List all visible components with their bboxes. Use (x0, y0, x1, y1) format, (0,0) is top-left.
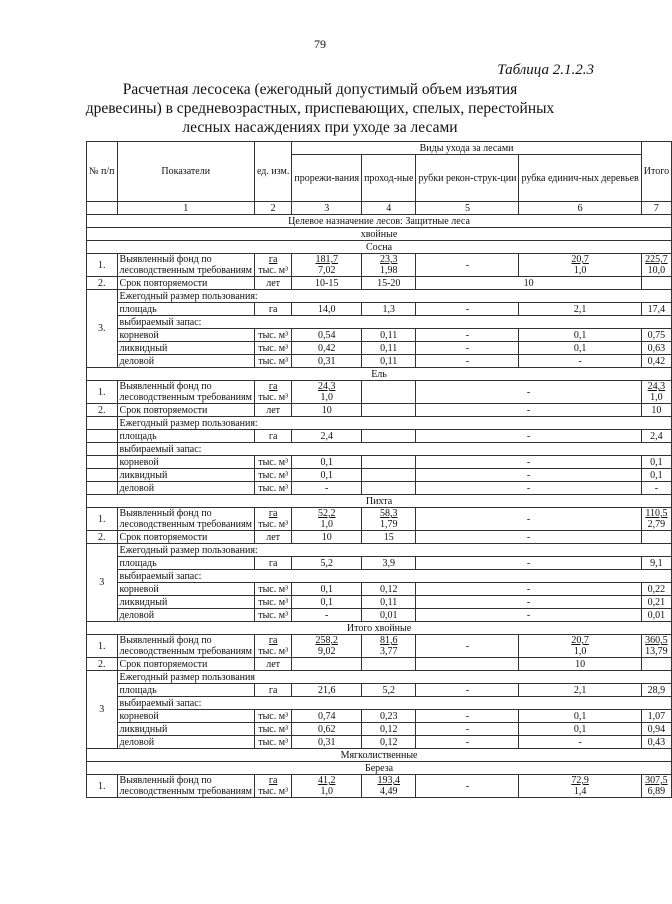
table-row: 3 Ежегодный размер пользования: (87, 544, 672, 557)
col-num: 4 (362, 202, 416, 215)
table-row: деловой тыс. м³ 0,31 0,11 - - 0,42 (87, 355, 672, 368)
table-row: 2. Срок повторяемости лет 10 - 10 (87, 404, 672, 417)
table-row: 1. Выявленный фонд по лесоводственным требованиям га тыс. м³ 258,2 9,02 81,6 3,77 - 20,7 1,0 360,5 13,79 (87, 635, 672, 658)
header-col-thinning: прорежи-вания (292, 155, 362, 202)
table-row: 1. Выявленный фонд по лесоводственным требованиям га тыс. м³ 181,7 7,02 23,3 1,98 - 20,7 1,0 225,7 10,0 (87, 254, 672, 277)
group-soft: Мягколиственные (87, 749, 672, 762)
purpose-row: Целевое назначение лесов: Защитные леса (87, 215, 672, 228)
logging-table: № п/п Показатели ед. изм. Виды ухода за лесами Итого прорежи-вания проход-ные рубки рекон-струк-ции рубка единич-ных деревьев 1 2 3 4 5 6 7 Целевое назначение лесов: Защитные леса хвойные Сосна 1. Выявленный фонд по лесоводственным требованиям га тыс. м³ 181,7 7,02 23,3 1,98 - 20,7 1,0 225,7 10,0 2. Срок повторяемости лет 10-15 15-20 10 3. Ежегодный размер пользования: площадь га 14,0 1,3 - 2,1 17,4 выбираемый запас: корневой тыс. м³ 0,54 0,11 - 0,1 0,75 ликвидный тыс. м³ 0,42 0,11 - 0,1 0,63 деловой тыс. м³ 0,31 0,11 - - 0,42 Ель 1. Выявленный фонд по лесоводственным требованиям га тыс. м³ 24,3 1,0 - 24,3 1,0 2. Срок повторяемости лет 10 - 10 Ежегодный размер пользования: площадь га 2,4 - 2,4 выбираемый запас: корневой тыс. м³ 0,1 - 0,1 ликвидный тыс. м³ 0,1 - 0,1 деловой тыс. м³ - - - Пихта 1. Выявленный фонд по лесоводственным требованиям га тыс. м³ 52,2 1,0 58,3 1,79 - 110,5 2,79 2. Срок повторяемости лет 10 15 - 3 Ежегодный размер пользования: площадь га 5,2 3,9 - 9,1 выбираемый запас: корневой тыс. м³ 0,1 0,12 - 0,22 ликвидный тыс. м³ 0,1 0,11 - 0,21 деловой тыс. м³ - 0,01 - 0,01 Итого хвойные 1. Выявленный фонд по лесоводственным требованиям га тыс. м³ 258,2 9,02 81,6 3,77 - 20,7 1,0 360,5 13,79 2. Срок повторяемости лет 10 3 Ежегодный размер пользования площадь га 21,6 5,2 - 2,1 28,9 выбираемый запас: корневой тыс. м³ 0,74 0,23 - 0,1 1,07 ликвидный тыс. м³ 0,62 0,12 - 0,1 0,94 деловой тыс. м³ 0,31 0,12 - - 0,43 Мягколиственные Береза 1. Выявленный фонд по лесоводственным требованиям га тыс. м³ 41,2 1,0 193,4 4,49 - 72,9 1,4 307,5 6,89 (86, 141, 672, 798)
section-title: Пихта (87, 495, 672, 508)
header-indicator: Показатели (117, 142, 254, 202)
header-unit: ед. изм. (254, 142, 291, 202)
col-num: 5 (416, 202, 519, 215)
table-row: площадь га 21,6 5,2 - 2,1 28,9 (87, 684, 672, 697)
table-row: корневой тыс. м³ 0,54 0,11 - 0,1 0,75 (87, 329, 672, 342)
table-row: 3. Ежегодный размер пользования: (87, 290, 672, 303)
col-num: 1 (117, 202, 254, 215)
table-label: Таблица 2.1.2.3 (497, 62, 594, 78)
col-num: 2 (254, 202, 291, 215)
section-title: Сосна (87, 241, 672, 254)
table-row: 2. Срок повторяемости лет 10-15 15-20 10 (87, 277, 672, 290)
header-row (87, 142, 672, 155)
header-num: № п/п (87, 142, 118, 202)
table-row: ликвидный тыс. м³ 0,62 0,12 - 0,1 0,94 (87, 723, 672, 736)
table-row: 1. Выявленный фонд по лесоводственным требованиям га тыс. м³ 41,2 1,0 193,4 4,49 - 72,9 1,4 307,5 6,89 (87, 775, 672, 798)
table-row: 3 Ежегодный размер пользования (87, 671, 672, 684)
table-row: 2. Срок повторяемости лет 10 (87, 658, 672, 671)
section-title: Ель (87, 368, 672, 381)
table-row: корневой тыс. м³ 0,1 - 0,1 (87, 456, 672, 469)
header-col-single-trees: рубка единич-ных деревьев (519, 155, 641, 202)
header-group: Виды ухода за лесами (292, 142, 641, 155)
group-conifer: хвойные (87, 228, 672, 241)
table-row: ликвидный тыс. м³ 0,42 0,11 - 0,1 0,63 (87, 342, 672, 355)
col-num: 6 (519, 202, 641, 215)
table-row: деловой тыс. м³ 0,31 0,12 - - 0,43 (87, 736, 672, 749)
table-row: 1. Выявленный фонд по лесоводственным требованиям га тыс. м³ 24,3 1,0 - 24,3 1,0 (87, 381, 672, 404)
page-number: 79 (314, 37, 326, 51)
table-row: деловой тыс. м³ - - - (87, 482, 672, 495)
header-col-passage: проход-ные (362, 155, 416, 202)
table-row: площадь га 5,2 3,9 - 9,1 (87, 557, 672, 570)
table-row: 2. Срок повторяемости лет 10 15 - (87, 531, 672, 544)
table-row: деловой тыс. м³ - 0,01 - 0,01 (87, 609, 672, 622)
header-numbers (87, 202, 672, 215)
col-num: 3 (292, 202, 362, 215)
table-row: 1. Выявленный фонд по лесоводственным требованиям га тыс. м³ 52,2 1,0 58,3 1,79 - 110,5 2,79 (87, 508, 672, 531)
col-num: 7 (641, 202, 671, 215)
header-total: Итого (641, 142, 671, 202)
section-title: Итого хвойные (87, 622, 672, 635)
table-row: площадь га 14,0 1,3 - 2,1 17,4 (87, 303, 672, 316)
header-col-reconstruction: рубки рекон-струк-ции (416, 155, 519, 202)
table-row: площадь га 2,4 - 2,4 (87, 430, 672, 443)
table-row: корневой тыс. м³ 0,74 0,23 - 0,1 1,07 (87, 710, 672, 723)
table-row: ликвидный тыс. м³ 0,1 - 0,1 (87, 469, 672, 482)
table-row: корневой тыс. м³ 0,1 0,12 - 0,22 (87, 583, 672, 596)
table-title: Расчетная лесосека (ежегодный допустимый объем изъятия древесины) в средневозрастных, приспевающих, спелых, перестойных лесных насаждениях при уходе за лесами (85, 81, 555, 136)
table-row: ликвидный тыс. м³ 0,1 0,11 - 0,21 (87, 596, 672, 609)
section-title: Береза (87, 762, 672, 775)
